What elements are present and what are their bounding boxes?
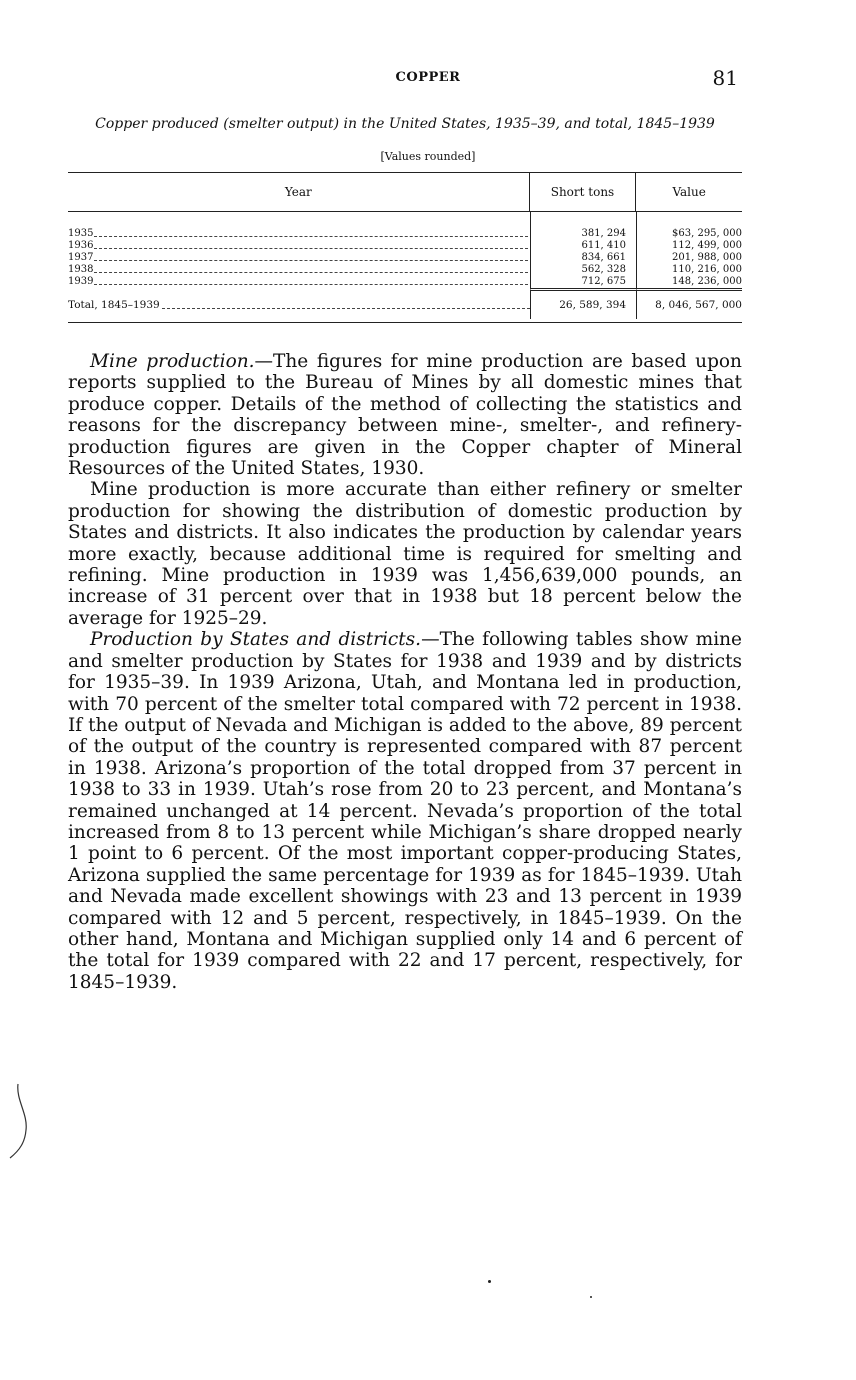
paragraph-mine-production: Mine production.—The figures for mine production are based upon reports supplied to the Bureau of Mines by all domestic mines that produce copper. Details of the method of collecting the statistics and reasons for the discrepancy between mine-, smelter-, and refinery-production figures are given in the Copper chapter of Mineral Resources of the United States, 1930. [68, 351, 742, 480]
cell-short-tons: 562, 328 [581, 264, 626, 275]
cell-short-tons: 712, 675 [581, 276, 626, 287]
cell-short-tons: 381, 294 [581, 228, 626, 239]
value-column [636, 212, 742, 288]
total-label-cell [68, 288, 530, 322]
table-row-year: 1935 [68, 228, 530, 240]
table-row-year: 1937 [68, 252, 530, 264]
cell-short-tons: 611, 410 [581, 240, 626, 251]
paragraph-heading: Mine production. [90, 351, 255, 372]
column-header-value: Value [635, 173, 742, 211]
cell-value: 112, 499, 000 [672, 240, 742, 251]
scan-speck [488, 1280, 491, 1283]
table-row-year: 1938 [68, 264, 530, 276]
total-label: Total, 1845–1939 [68, 299, 160, 311]
table-row-year: 1936 [68, 240, 530, 252]
cell-value: 201, 988, 000 [672, 252, 742, 263]
column-header-year: Year [284, 185, 312, 199]
paragraph-states-districts: Production by States and districts.—The following tables show mine and smelter production by States for 1938 and 1939 and by districts for 1935–39. In 1939 Arizona, Utah, and Montana led in production, with 70 percent of the smelter total compared with 72 percent in 1938. If the output of Nevada and Michigan is added to the above, 89 percent of the output of the country is represented compared with 87 percent in 1938. Arizona’s proportion of the total dropped from 37 percent in 1938 to 33 in 1939. Utah’s rose from 20 to 23 percent, and Montana’s remained unchanged at 14 percent. Nevada’s proportion of the total increased from 8 to 13 percent while Michigan’s share dropped nearly 1 point to 6 percent. Of the most important copper-producing States, Arizona supplied the same percentage for 1939 as for 1845–1939. Utah and Nevada made excellent showings with 23 and 13 percent in 1939 compared with 12 and 5 percent, respectively, in 1845–1939. On the other hand, Montana and Michigan supplied only 14 and 6 percent of the total for 1939 compared with 22 and 17 percent, respectively, for 1845–1939. [68, 629, 742, 993]
cell-value: 110, 216, 000 [672, 264, 742, 275]
paragraph-heading: Production by States and districts. [90, 629, 422, 651]
running-head: COPPER [395, 70, 461, 85]
scan-speck [590, 1296, 592, 1298]
cell-short-tons: 834, 661 [581, 252, 626, 263]
year-column [68, 212, 530, 288]
cell-value: $63, 295, 000 [672, 228, 742, 239]
total-short-tons: 26, 589, 394 [530, 288, 636, 319]
production-table [68, 172, 742, 323]
cell-value: 148, 236, 000 [672, 276, 742, 287]
page-number: 81 [712, 66, 738, 90]
paragraph-accuracy: Mine production is more accurate than either refinery or smelter production for showing the distribution of domestic production by States and districts. It also indicates the production by calendar years more exactly, because additional time is required for smelting and refining. Mine production in 1939 was 1,456,639,000 pounds, an increase of 31 percent over that in 1938 but 18 percent below the average for 1925–29. [68, 479, 742, 629]
table-note: [Values rounded] [380, 150, 476, 163]
table-body [68, 212, 742, 288]
table-title: Copper produced (smelter output) in the United States, 1935–39, and total, 1845–1939 [95, 116, 715, 132]
table-total-row [68, 288, 742, 323]
margin-mark [6, 1080, 36, 1170]
short-tons-column [530, 212, 636, 288]
body-text [68, 351, 742, 993]
column-header-short-tons: Short tons [529, 173, 636, 211]
table-row-year: 1939 [68, 276, 530, 288]
table-header [68, 173, 742, 212]
total-value: 8, 046, 567, 000 [636, 288, 742, 319]
